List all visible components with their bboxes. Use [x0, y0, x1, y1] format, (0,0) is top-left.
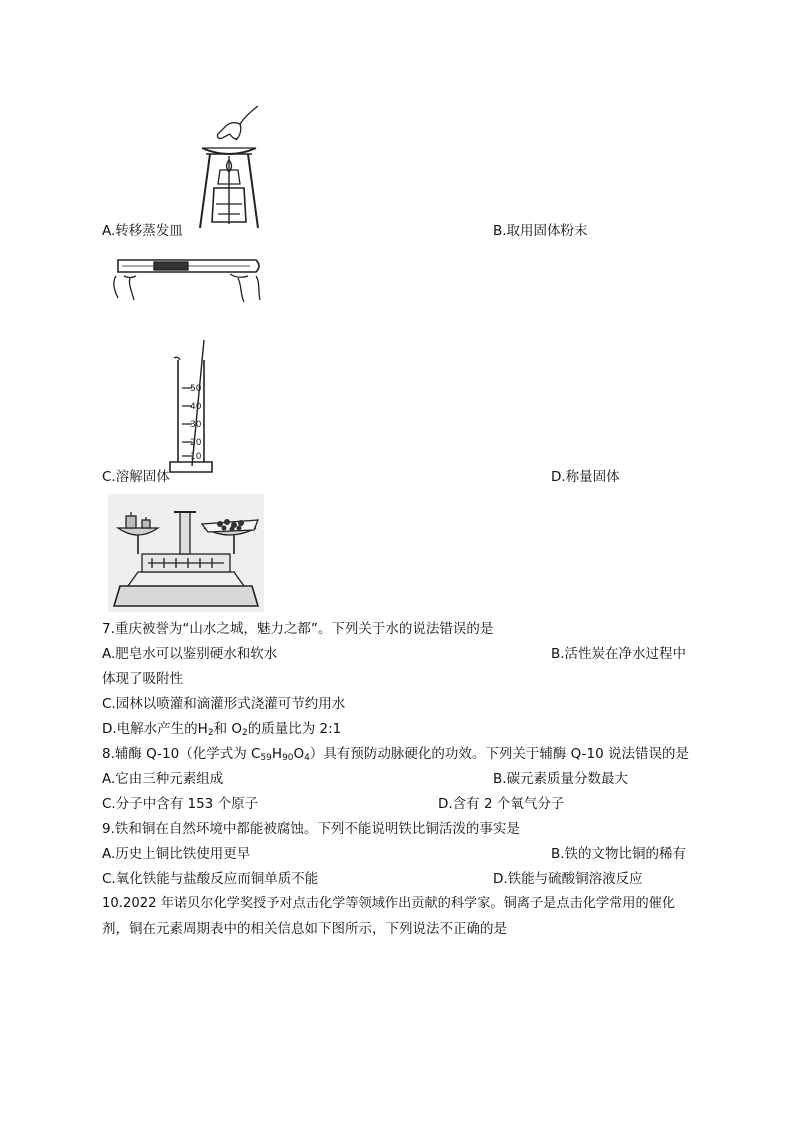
question-10-stem-line-2: 剂，铜在元素周期表中的相关信息如下图所示，下列说法不正确的是	[102, 921, 507, 937]
question-9-option-b: B.铁的文物比铜的稀有	[551, 846, 687, 862]
option-d-label: D.称量固体	[551, 469, 620, 485]
option-b-label: B.取用固体粉末	[493, 223, 588, 239]
question-7-option-c: C.园林以喷灌和滴灌形式浇灌可节约用水	[102, 696, 346, 712]
figure-dissolve-in-cylinder	[168, 336, 216, 476]
question-7-option-b-continued: 体现了吸附性	[102, 671, 183, 687]
cylinder-tick-30: 30	[190, 420, 202, 430]
cylinder-tick-20: 20	[190, 438, 202, 448]
figure-transfer-evaporating-dish	[190, 104, 268, 232]
cylinder-tick-10: 10	[190, 452, 202, 462]
figure-take-solid-powder	[110, 248, 266, 304]
question-8-option-d: D.含有 2 个氧气分子	[438, 796, 565, 812]
question-7-option-d: D.电解水产生的$H_2$和 $O_2$的质量比为 2:1	[102, 721, 342, 738]
question-9-stem: 9.铁和铜在自然环境中都能被腐蚀。下列不能说明铁比铜活泼的事实是	[102, 821, 520, 837]
cylinder-tick-40: 40	[190, 402, 202, 412]
question-9-option-a: A.历史上铜比铁使用更早	[102, 846, 251, 862]
cylinder-tick-50: 50	[190, 384, 202, 394]
question-7-stem: 7.重庆被誉为“山水之城，魅力之都”。下列关于水的说法错误的是	[102, 621, 494, 637]
question-10-stem-line-1: 10.2022 年诺贝尔化学奖授予对点击化学等领域作出贡献的科学家。铜离子是点击化学常用的催化	[102, 896, 676, 911]
question-8-option-c: C.分子中含有 153 个原子	[102, 796, 259, 812]
question-8-option-a: A.它由三种元素组成	[102, 771, 224, 787]
question-9-option-c: C.氧化铁能与盐酸反应而铜单质不能	[102, 871, 319, 887]
question-8-option-b: B.碳元素质量分数最大	[493, 771, 629, 787]
question-8-stem: 8.辅酶 Q-10（化学式为 $C_{59}H_{90}O_4$）具有预防动脉硬化的功效。下列关于辅酶 Q-10 说法错误的是	[102, 746, 690, 763]
option-a-label: A.转移蒸发皿	[102, 223, 183, 239]
figure-weigh-solid-balance	[108, 494, 264, 612]
question-7-option-a: A.肥皂水可以鉴别硬水和软水	[102, 646, 278, 662]
question-7-option-b: B.活性炭在净水过程中	[551, 646, 687, 662]
option-c-label: C.溶解固体	[102, 469, 170, 485]
question-9-option-d: D.铁能与硫酸铜溶液反应	[493, 871, 643, 887]
